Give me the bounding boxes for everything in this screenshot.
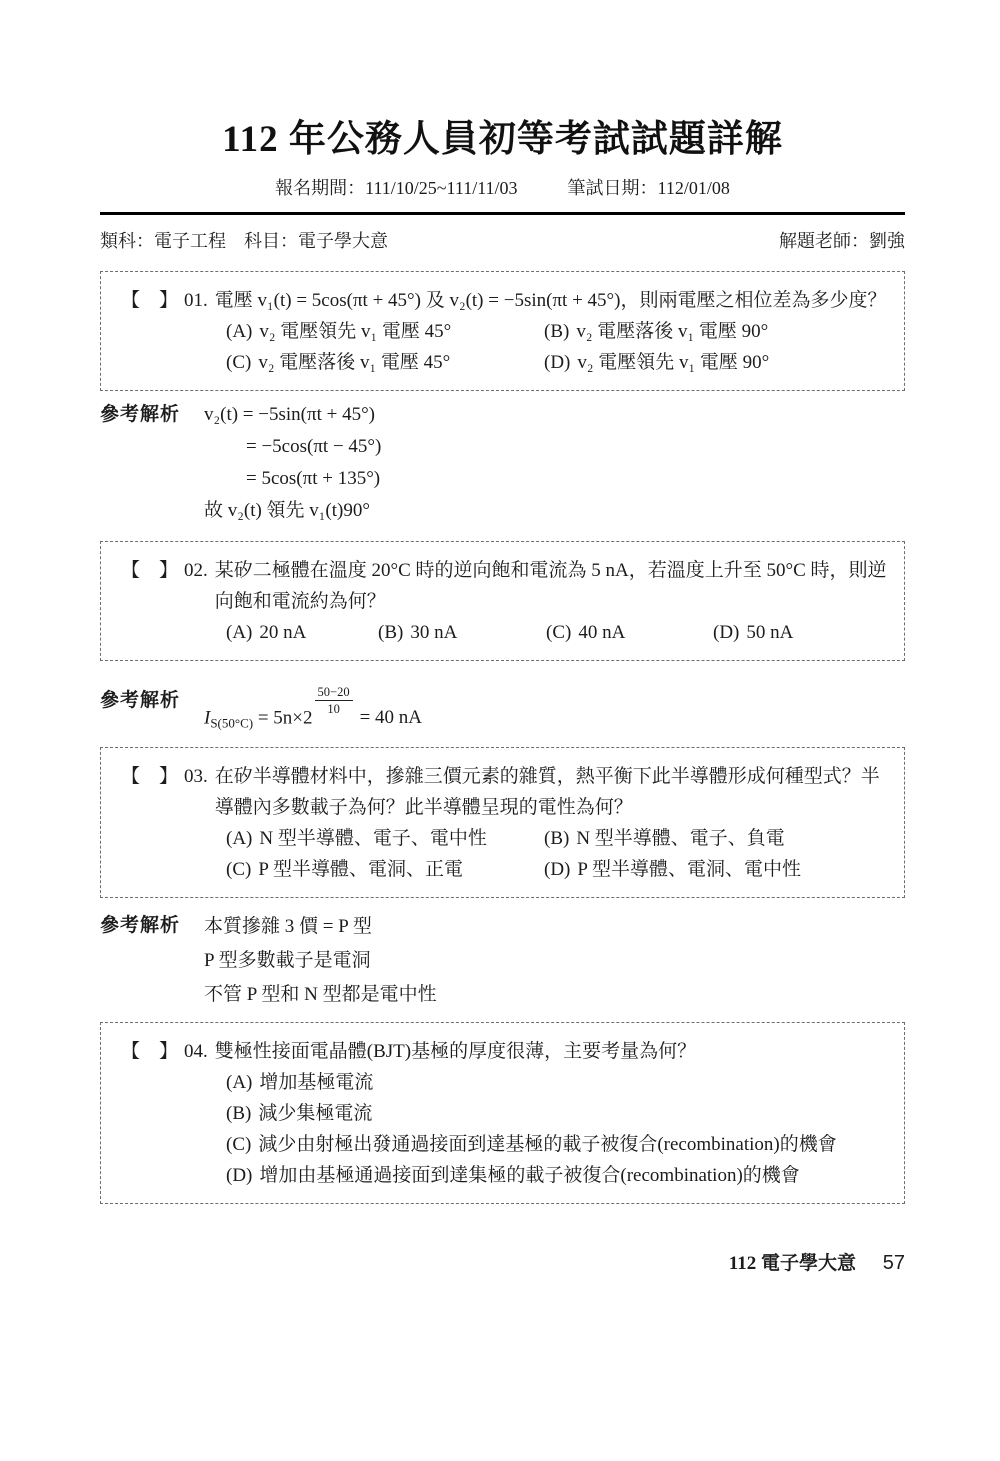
formula-variable: I bbox=[204, 707, 211, 729]
question-4-options bbox=[226, 1067, 888, 1191]
answer-bracket: 【 】 bbox=[121, 560, 179, 581]
solution-2 bbox=[100, 673, 905, 735]
question-2-stem-row bbox=[121, 555, 888, 617]
option-c: (C) v₂ 電壓落後 v₁ 電壓 45° bbox=[226, 352, 451, 373]
option-d: (D) v₂ 電壓領先 v₁ 電壓 90° bbox=[544, 352, 770, 373]
exponent-fraction: $\frac{50-20}{10}$ bbox=[315, 685, 353, 717]
option-c: (C) 減少由射極出發通過接面到達基極的載子被復合(recombination)的機會 bbox=[226, 1134, 837, 1156]
formula-mid: = 5n×2 bbox=[257, 707, 313, 729]
footer-book-title: 112 電子學大意 bbox=[728, 1253, 856, 1275]
question-2-box bbox=[100, 541, 905, 661]
formula-result: = 40 nA bbox=[359, 707, 423, 729]
page-title: 112 年公務人員初等考試試題詳解 bbox=[222, 119, 783, 160]
question-4-prefix bbox=[121, 1036, 215, 1067]
category-subject: 類科：電子工程 科目：電子學大意 bbox=[100, 231, 388, 251]
question-4-stem: 雙極性接面電晶體(BJT)基極的厚度很薄，主要考量為何？ bbox=[214, 1041, 697, 1063]
page bbox=[0, 108, 1000, 1275]
solution-label: 參考解析 bbox=[100, 404, 181, 425]
answer-bracket: 【 】 bbox=[121, 766, 179, 788]
solution-label: 參考解析 bbox=[100, 690, 181, 711]
question-2-prefix bbox=[121, 555, 215, 617]
option-b: (B) N 型半導體、電子、負電 bbox=[544, 828, 785, 850]
question-3-stem: 在矽半導體材料中，摻雜三價元素的雜質，熱平衡下此半導體形成何種型式？半導體內多數載子為何？此半導體呈現的電性為何？ bbox=[214, 766, 880, 819]
explanation-line: 本質摻雜 3 價 = P 型 bbox=[204, 916, 372, 938]
registration-period: 報名期間：111/10/25~111/11/03 bbox=[275, 178, 518, 198]
question-2-stem: 某矽二極體在溫度 20°C 時的逆向飽和電流為 5 nA，若溫度上升至 50°C 時，則逆向飽和電流約為何？ bbox=[214, 560, 887, 612]
question-1-stem: 電壓 v₁(t) = 5cos(πt + 45°) 及 v₂(t) = −5sin(πt + 45°)，則兩電壓之相位差為多少度？ bbox=[214, 290, 887, 311]
solution-3-body bbox=[204, 910, 905, 1012]
explanation-line: 不管 P 型和 N 型都是電中性 bbox=[204, 984, 437, 1006]
option-b: (B) 30 nA bbox=[378, 622, 458, 643]
answer-bracket: 【 】 bbox=[121, 1041, 179, 1063]
solution-1-body bbox=[204, 399, 905, 527]
question-1-stem-row bbox=[121, 285, 888, 316]
option-d: (D) 增加由基極通過接面到達集極的載子被復合(recombination)的機會 bbox=[226, 1165, 800, 1187]
explanation-line: P 型多數載子是電洞 bbox=[204, 950, 371, 972]
answer-bracket: 【 】 bbox=[121, 290, 179, 311]
solution-1 bbox=[100, 399, 905, 527]
option-c: (C) 40 nA bbox=[546, 622, 626, 643]
equation-line: = −5cos(πt − 45°) bbox=[246, 436, 382, 457]
header-dates bbox=[100, 174, 905, 200]
question-1-box bbox=[100, 271, 905, 391]
question-1-number: 01. bbox=[184, 290, 208, 311]
meta-row bbox=[100, 227, 905, 253]
question-3-prefix bbox=[121, 761, 215, 823]
solution-3 bbox=[100, 910, 905, 1012]
teacher: 解題老師：劉強 bbox=[779, 231, 905, 251]
question-3-number: 03. bbox=[184, 766, 208, 788]
page-footer bbox=[100, 1248, 905, 1275]
option-a: (A) N 型半導體、電子、電中性 bbox=[226, 828, 487, 850]
option-d: (D) P 型半導體、電洞、電中性 bbox=[544, 859, 802, 881]
option-c: (C) P 型半導體、電洞、正電 bbox=[226, 859, 463, 881]
option-d: (D) 50 nA bbox=[713, 622, 794, 643]
option-a: (A) v₂ 電壓領先 v₁ 電壓 45° bbox=[226, 321, 452, 342]
exam-date: 筆試日期：112/01/08 bbox=[567, 178, 730, 198]
option-a: (A) 增加基極電流 bbox=[226, 1072, 374, 1094]
question-4-stem-row bbox=[121, 1036, 888, 1067]
option-a: (A) 20 nA bbox=[226, 622, 307, 643]
footer-page-number: 57 bbox=[882, 1252, 905, 1275]
conclusion-line: 故 v₂(t) 領先 v₁(t)90° bbox=[204, 500, 370, 521]
option-b: (B) 減少集極電流 bbox=[226, 1103, 373, 1125]
header-divider bbox=[100, 212, 905, 215]
equation-line: v₂(t) = −5sin(πt + 45°) bbox=[204, 404, 375, 425]
question-3-box bbox=[100, 747, 905, 898]
question-3-stem-row bbox=[121, 761, 888, 823]
solution-label: 參考解析 bbox=[100, 915, 181, 937]
option-b: (B) v₂ 電壓落後 v₁ 電壓 90° bbox=[544, 321, 769, 342]
question-4-box bbox=[100, 1022, 905, 1204]
question-1-prefix bbox=[121, 285, 215, 316]
question-3-options bbox=[226, 823, 888, 885]
solution-2-body bbox=[204, 673, 905, 735]
equation-line: = 5cos(πt + 135°) bbox=[246, 468, 381, 489]
question-4-number: 04. bbox=[184, 1041, 208, 1063]
question-1-options bbox=[226, 316, 888, 378]
question-2-number: 02. bbox=[184, 560, 208, 581]
formula-subscript: S(50°C) bbox=[210, 715, 254, 731]
current-formula bbox=[204, 673, 905, 735]
question-2-options bbox=[226, 617, 888, 648]
